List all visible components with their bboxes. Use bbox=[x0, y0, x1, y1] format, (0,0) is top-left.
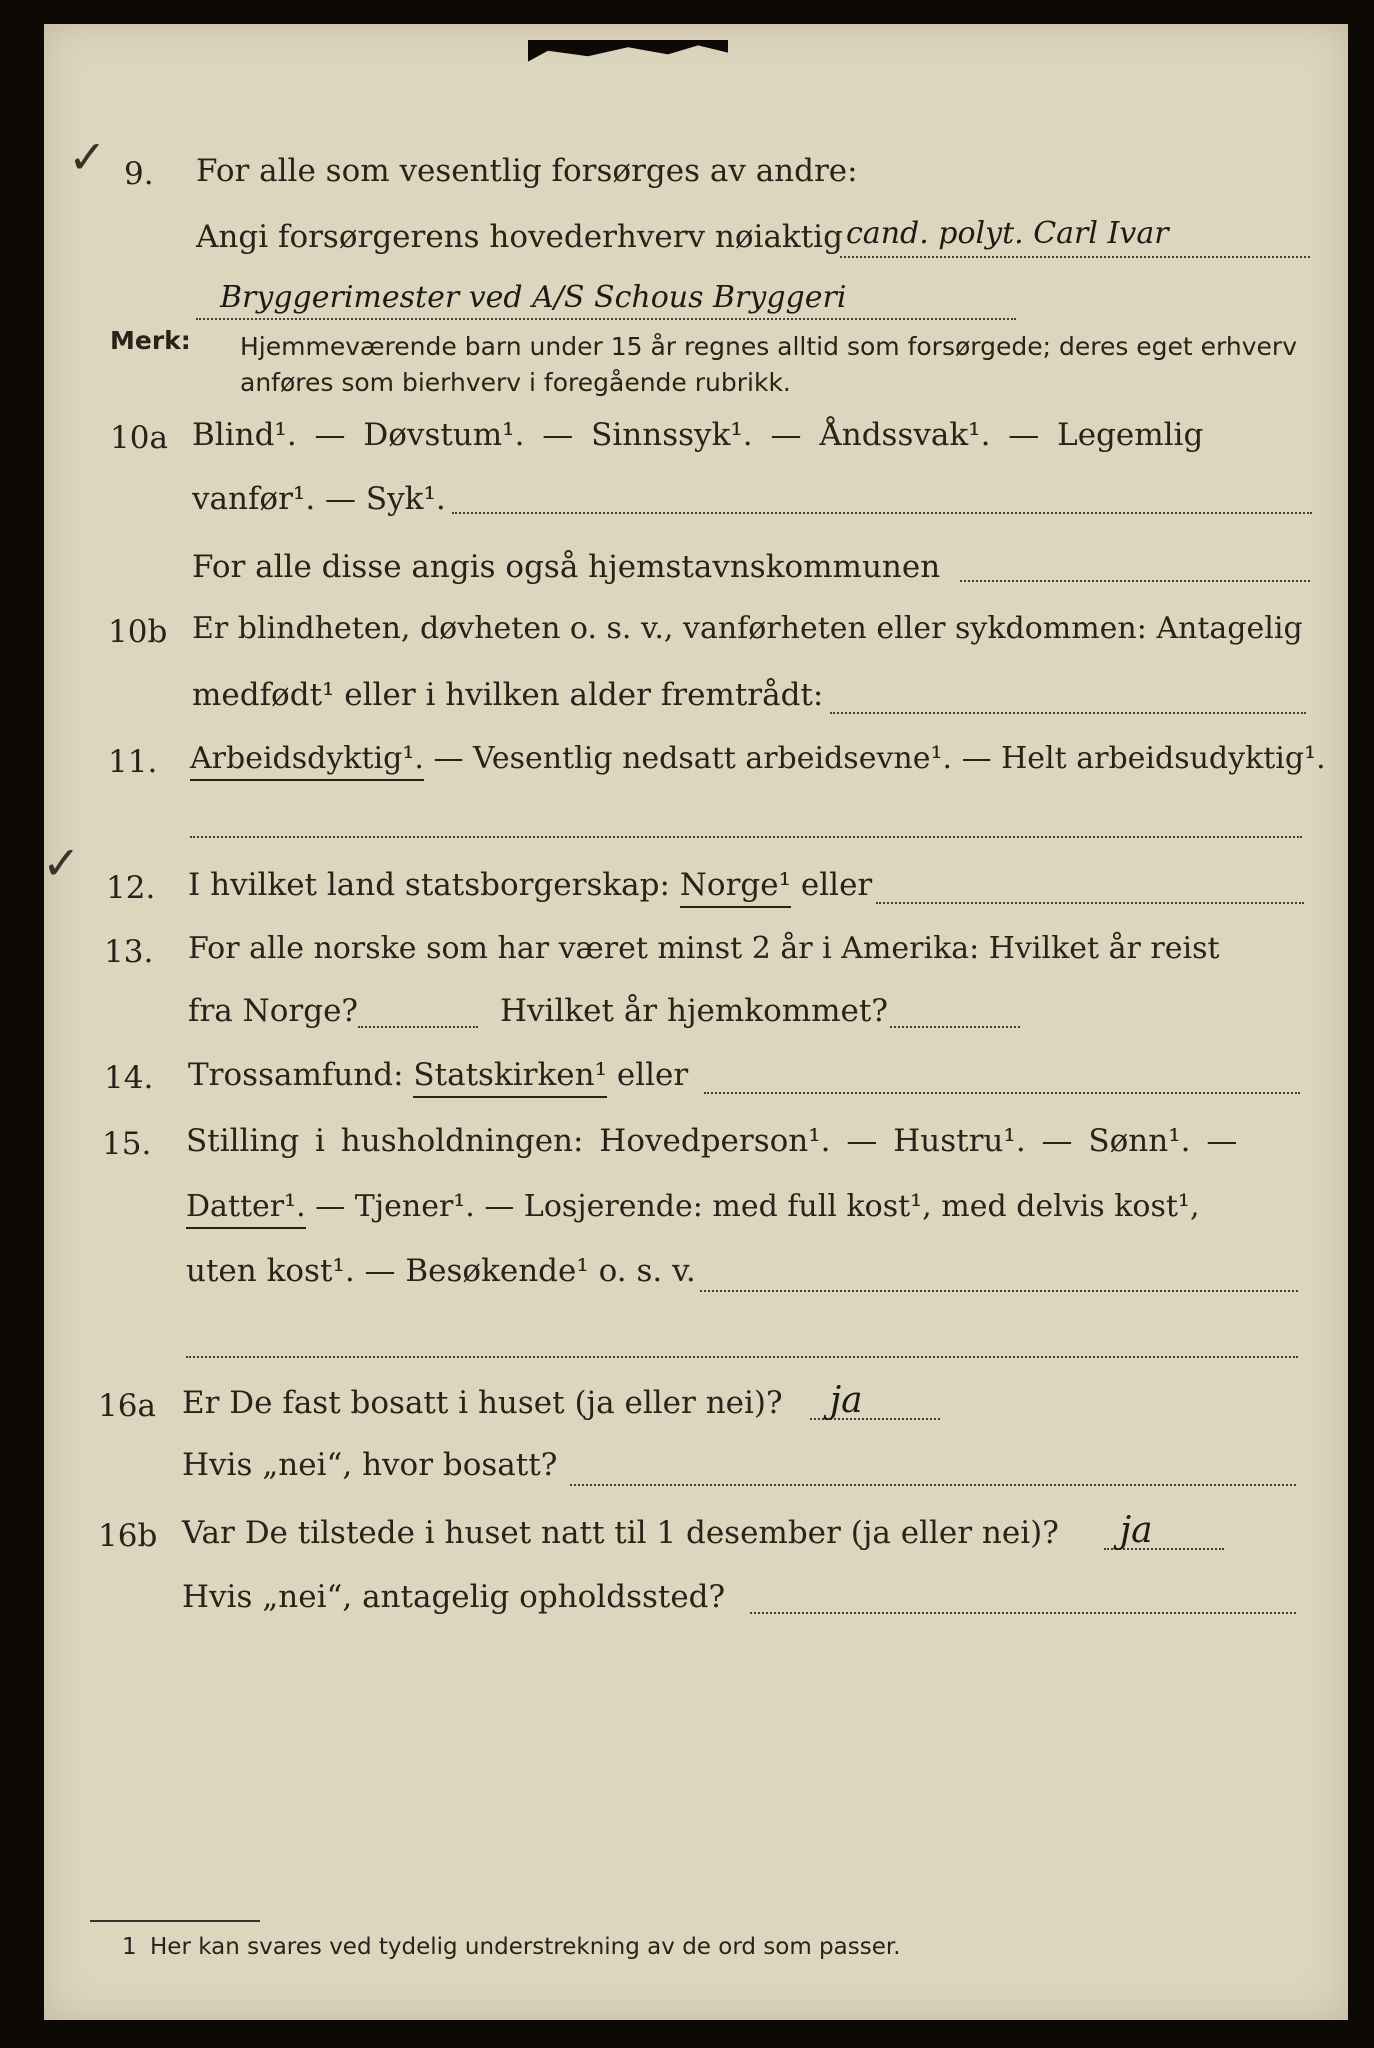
q14-selected-option: Statskirken¹ bbox=[413, 1057, 607, 1098]
q11-answer-line bbox=[190, 836, 1302, 838]
q13-year-home-line bbox=[890, 1026, 1020, 1028]
q10a-line-2: vanfør¹. — Syk¹. bbox=[192, 481, 446, 517]
q9-prompt: Angi forsørgerens hovederhverv nøiaktig bbox=[196, 219, 843, 255]
q13-line-1: For alle norske som har været minst 2 år i Amerika: Hvilket år reist bbox=[188, 931, 1220, 966]
q16b-line-2: Hvis „nei“, antagelig opholdssted? bbox=[182, 1579, 726, 1615]
q16b-answer: ja bbox=[1120, 1510, 1153, 1551]
q12-answer-line bbox=[876, 902, 1304, 904]
q15-number: 15. bbox=[102, 1126, 152, 1162]
merk-line-2: anføres som bierhverv i foregående rubrikk. bbox=[240, 368, 791, 397]
q14-answer-line bbox=[704, 1092, 1300, 1094]
q16a-answer: ja bbox=[830, 1380, 863, 1421]
q11-selected-option: Arbeidsdyktig¹. bbox=[190, 741, 424, 781]
q9-answer-line bbox=[840, 256, 1310, 258]
merk-line-1: Hjemmeværende barn under 15 år regnes alltid som forsørgede; deres eget erhverv bbox=[240, 332, 1297, 361]
q10b-line-1: Er blindheten, døvheten o. s. v., vanførheten eller sykdommen: Antagelig bbox=[192, 611, 1303, 646]
footnote-text: Her kan svares ved tydelig understrekning av de ord som passer. bbox=[150, 1934, 901, 1960]
q9-number: 9. bbox=[124, 156, 154, 192]
q10a-answer-line bbox=[452, 512, 1312, 514]
q10a-number: 10a bbox=[110, 420, 168, 456]
q14-prompt: Trossamfund: bbox=[188, 1057, 404, 1093]
q15-answer-line bbox=[700, 1290, 1298, 1292]
q11-line bbox=[190, 741, 1326, 776]
q10a-line-1: Blind¹. — Døvstum¹. — Sinnssyk¹. — Åndssvak¹. — Legemlig bbox=[192, 417, 1204, 453]
q14-number: 14. bbox=[104, 1060, 154, 1096]
q13-line-2a: fra Norge? bbox=[188, 993, 359, 1029]
q16a-where-line bbox=[570, 1484, 1296, 1486]
q10b-answer-line bbox=[830, 712, 1306, 714]
q16b-number: 16b bbox=[98, 1518, 158, 1554]
q10b-number: 10b bbox=[108, 614, 168, 650]
q15-line-1: Stilling i husholdningen: Hovedperson¹. — Hustru¹. — Sønn¹. — bbox=[186, 1123, 1238, 1159]
q14-rest: eller bbox=[616, 1057, 689, 1093]
q16a-number: 16a bbox=[98, 1388, 156, 1424]
check-mark-icon: ✓ bbox=[42, 836, 81, 890]
q16a-line-2: Hvis „nei“, hvor bosatt? bbox=[182, 1447, 558, 1483]
q12-rest: eller bbox=[800, 867, 873, 903]
q10a-kommune-line bbox=[960, 580, 1310, 582]
q15-selected-option: Datter¹. bbox=[186, 1189, 306, 1229]
merk-label: Merk: bbox=[110, 326, 191, 355]
q9-answer-2: Bryggerimester ved A/S Schous Bryggeri bbox=[220, 280, 847, 315]
q16b-where-line bbox=[750, 1612, 1296, 1614]
footnote-rule bbox=[90, 1920, 260, 1922]
q12-number: 12. bbox=[106, 870, 156, 906]
q13-year-left-line bbox=[358, 1026, 478, 1028]
q11-number: 11. bbox=[108, 744, 158, 780]
q15-answer-line-2 bbox=[186, 1356, 1298, 1358]
q9-answer-1: cand. polyt. Carl Ivar bbox=[846, 216, 1169, 251]
q14-line bbox=[188, 1057, 689, 1093]
q9-title: For alle som vesentlig forsørges av andre: bbox=[196, 153, 858, 189]
q12-line bbox=[188, 867, 873, 903]
q16a-line-1: Er De fast bosatt i huset (ja eller nei)? bbox=[182, 1385, 783, 1421]
check-mark-icon: ✓ bbox=[68, 130, 107, 184]
q15-line-2-rest: — Tjener¹. — Losjerende: med full kost¹, med delvis kost¹, bbox=[315, 1189, 1200, 1224]
q11-rest: — Vesentlig nedsatt arbeidsevne¹. — Helt arbeidsudyktig¹. bbox=[433, 741, 1326, 776]
q15-line-2 bbox=[186, 1189, 1200, 1224]
q15-line-3: uten kost¹. — Besøkende¹ o. s. v. bbox=[186, 1253, 696, 1289]
q12-selected-option: Norge¹ bbox=[680, 867, 791, 908]
q13-line-2b: Hvilket år hjemkommet? bbox=[500, 993, 888, 1029]
q13-number: 13. bbox=[104, 934, 154, 970]
q9-answer-line-2 bbox=[196, 318, 1016, 320]
q10b-line-2: medfødt¹ eller i hvilken alder fremtrådt: bbox=[192, 677, 824, 713]
footnote-mark: 1 bbox=[122, 1934, 137, 1960]
q16b-line-1: Var De tilstede i huset natt til 1 desember (ja eller nei)? bbox=[182, 1515, 1059, 1551]
q12-prompt: I hvilket land statsborgerskap: bbox=[188, 867, 670, 903]
q10a-line-3: For alle disse angis også hjemstavnskommunen bbox=[192, 549, 941, 585]
